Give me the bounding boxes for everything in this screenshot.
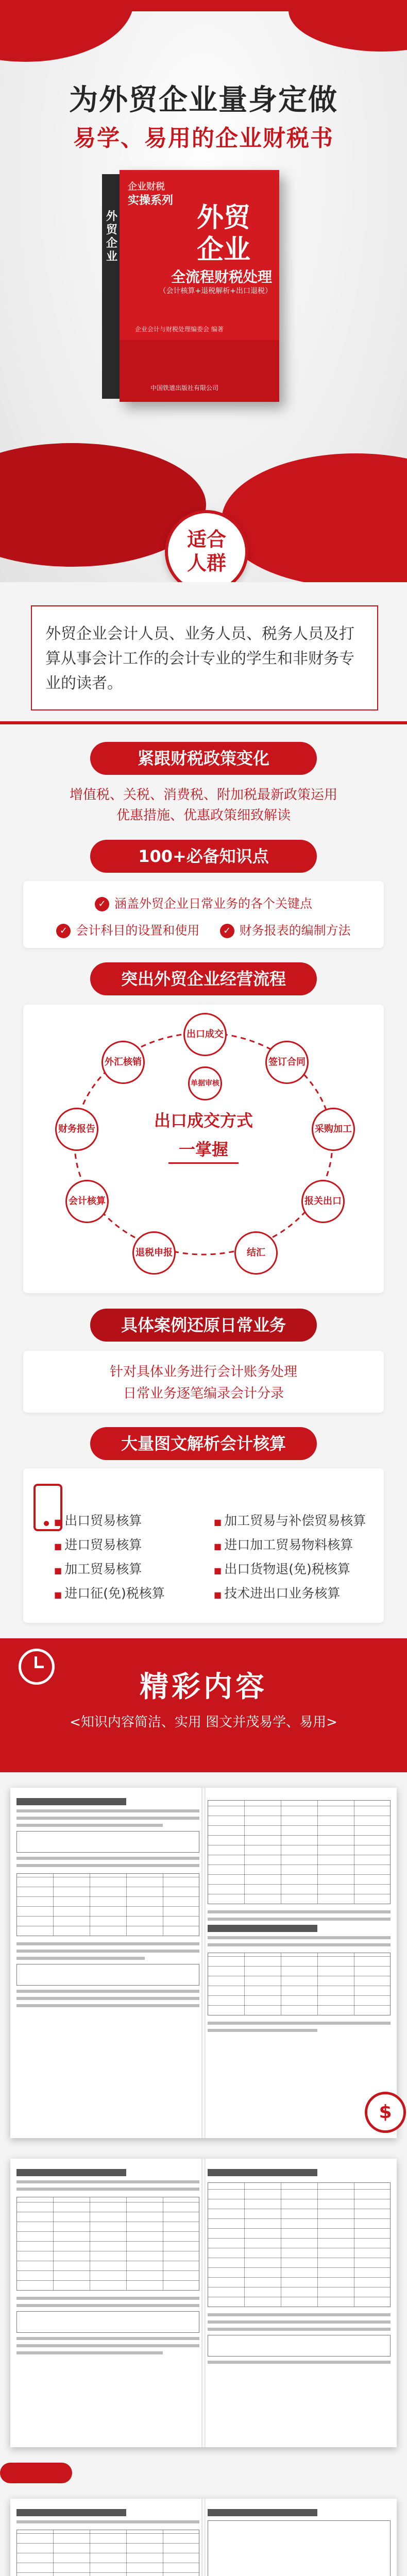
- coin-icon: $: [365, 2092, 406, 2133]
- content-subtitle: <知识内容简洁、实用 图文并茂易学、易用>: [70, 1715, 337, 1730]
- flow-center: [134, 1108, 273, 1164]
- book-spine-text: 外贸企业: [106, 210, 117, 263]
- content-header: [0, 1638, 407, 1772]
- page-spread-3: [10, 2499, 397, 2576]
- flow-node: 单据审核: [188, 1066, 222, 1100]
- accounting-card: [23, 1468, 384, 1623]
- flow-node: 退税申报: [132, 1231, 176, 1275]
- book-title-1: 外贸: [197, 202, 251, 233]
- content-title: 精彩内容: [140, 1670, 267, 1704]
- page-spread-2: [10, 2159, 397, 2447]
- spread-page-left: [16, 2165, 199, 2359]
- accounting-item: ■ 技术进出口业务核算: [214, 1582, 366, 1606]
- book-author: 企业会计与财税处理编委会 编著: [135, 326, 224, 333]
- suit-line-1: 适合: [186, 528, 226, 551]
- knowledge-row2b-text: 财务报表的编制方法: [239, 923, 351, 938]
- hero-title: 为外贸企业量身定做: [69, 83, 338, 117]
- flow-node: 会计核算: [65, 1180, 109, 1223]
- book-title-4: （会计核算+退税解析+出口退税）: [159, 287, 272, 295]
- feature-tax-label: 紧跟财税政策变化: [90, 742, 317, 775]
- decor-swoosh: [222, 453, 407, 582]
- book-cover: [120, 170, 279, 402]
- hero-section: [0, 0, 407, 582]
- accounting-left-list: [54, 1510, 165, 1606]
- book-publisher: 中国铁道出版社有限公司: [150, 384, 219, 392]
- book-brand: 实操系列: [128, 194, 174, 207]
- accounting-item: ■ 进口贸易核算: [54, 1534, 165, 1558]
- spread-page-right: [208, 2505, 391, 2576]
- accounting-item: ■ 加工贸易与补偿贸易核算: [214, 1510, 366, 1534]
- book-title-3: 全流程财税处理: [171, 268, 272, 285]
- flow-node: 签订合同: [265, 1041, 309, 1084]
- knowledge-row-1: [23, 893, 384, 911]
- page-spread-1: [10, 1788, 397, 2138]
- knowledge-row1-text: 涵盖外贸企业日常业务的各个关键点: [114, 896, 312, 911]
- knowledge-card: [23, 881, 384, 948]
- accounting-item: ■ 出口贸易核算: [54, 1510, 165, 1534]
- hero-subtitle: 易学、易用的企业财税书: [73, 125, 334, 151]
- accounting-item: ■ 出口货物退(免)税核算: [214, 1558, 366, 1582]
- book-title-2: 企业: [197, 234, 251, 265]
- suit-line-2: 人群: [186, 552, 226, 574]
- check-icon: ✓: [220, 924, 234, 938]
- feature-tax-line1: 增值税、关税、消费税、附加税最新政策运用: [69, 787, 337, 803]
- audience-box: [31, 605, 378, 710]
- check-icon: ✓: [56, 924, 71, 938]
- audience-text: 外贸企业会计人员、业务人员、税务人员及打算从事会计工作的会计专业的学生和非财务专业的读者。: [45, 625, 354, 692]
- spread-page-left: [16, 2505, 199, 2576]
- book-spine: [102, 174, 122, 399]
- flow-node: 出口成交: [183, 1013, 227, 1056]
- feature-knowledge-label: 100+必备知识点: [90, 840, 317, 873]
- flow-center-sub: 一掌握: [168, 1137, 239, 1164]
- book-series: 企业财税: [128, 181, 165, 192]
- spread-fold: [201, 2159, 206, 2447]
- accounting-item: ■ 进口征(免)税核算: [54, 1582, 165, 1606]
- cases-line1: 针对具体业务进行会计账务处理: [109, 1364, 297, 1380]
- divider: [0, 721, 407, 724]
- spread-page-left: [16, 1794, 199, 2011]
- spread-fold: [201, 1788, 206, 2138]
- check-icon: ✓: [95, 897, 109, 911]
- decor-swoosh: [289, 0, 407, 52]
- spread-fold: [201, 2499, 206, 2576]
- decor-swoosh: [0, 0, 134, 62]
- accounting-item: ■ 进口加工贸易物料核算: [214, 1534, 366, 1558]
- flow-node: 结汇: [234, 1231, 278, 1275]
- feature-cases-label: 具体案例还原日常业务: [90, 1309, 317, 1342]
- flow-node: 报关出口: [301, 1180, 345, 1223]
- feature-tax-line2: 优惠措施、优惠政策细致解读: [116, 808, 291, 823]
- flow-center-title: 出口成交方式: [154, 1111, 253, 1130]
- knowledge-row2a-text: 会计科目的设置和使用: [76, 923, 200, 938]
- book-band: [120, 340, 279, 402]
- accounting-right-list: [214, 1510, 366, 1606]
- spread-page-right: [208, 2165, 391, 2368]
- cases-line2: 日常业务逐笔编录会计分录: [123, 1386, 284, 1401]
- cases-card: [23, 1351, 384, 1413]
- flow-node: 财务报告: [55, 1108, 98, 1151]
- knowledge-row-2: [23, 920, 384, 938]
- accounting-item: ■ 加工贸易核算: [54, 1558, 165, 1582]
- flow-card: [23, 1005, 384, 1293]
- feature-accounting-label: 大量图文解析会计核算: [90, 1427, 317, 1460]
- spread-page-right: [208, 1794, 391, 2036]
- feature-flow-label: 突出外贸企业经营流程: [90, 962, 317, 995]
- decor-ribbon: [0, 2463, 72, 2483]
- flow-node: 采购加工: [312, 1108, 355, 1151]
- flow-node: 外汇核销: [101, 1041, 145, 1084]
